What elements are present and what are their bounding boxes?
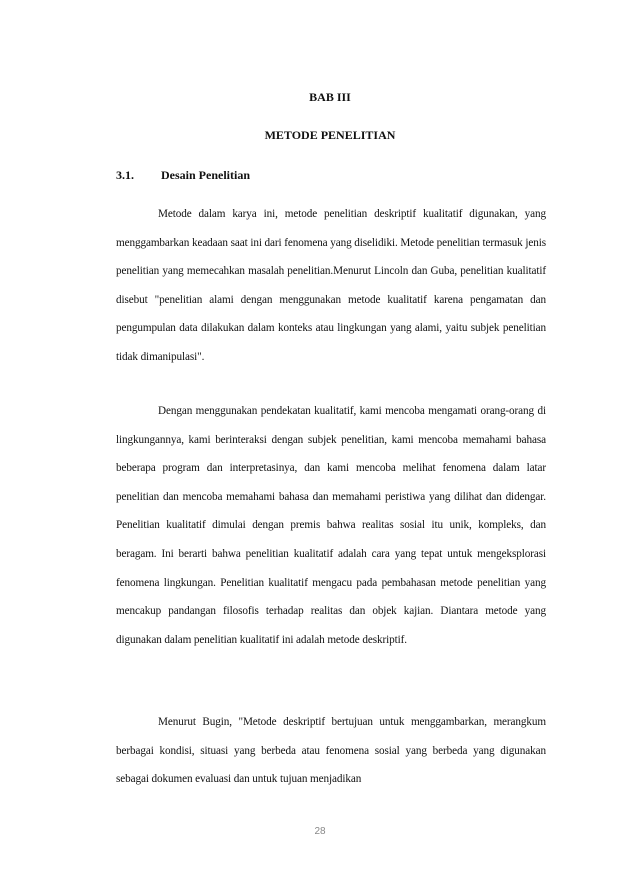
section-number: 3.1. [116, 168, 134, 182]
paragraph-3: Menurut Bugin, "Metode deskriptif bertujuan untuk menggambarkan, merangkum berbagai kondisi, situasi yang berbeda atau fenomena sosial yang berbeda yang digunakan sebagai dokumen evaluasi dan untuk tujuan menjadikan [116, 716, 546, 786]
chapter-title: METODE PENELITIAN [264, 128, 396, 142]
section-title: Desain Penelitian [161, 168, 250, 182]
page-number: 28 [314, 826, 326, 837]
chapter-number: BAB III [309, 90, 351, 104]
section-heading [116, 168, 250, 183]
paragraph-1: Metode dalam karya ini, metode penelitian deskriptif kualitatif digunakan, yang menggambarkan keadaan saat ini dari fenomena yang diselidiki. Metode penelitian termasuk jenis penelitian yang memecahkan masalah penelitian.Menurut Lincoln dan Guba, penelitian kualitatif disebut "penelitian alami dengan menggunakan metode kualitatif karena pengamatan dan pengumpulan data dilakukan dalam konteks atau lingkungan yang alami, yaitu subjek penelitian tidak dimanipulasi". [116, 208, 546, 363]
paragraph-2: Dengan menggunakan pendekatan kualitatif, kami mencoba mengamati orang-orang di lingkungannya, kami berinteraksi dengan subjek penelitian, kami mencoba memahami bahasa beberapa program dan interpretasinya, dan kami mencoba melihat fenomena dalam latar penelitian dan mencoba memahami bahasa dan memahami peristiwa yang dilihat dan didengar. Penelitian kualitatif dimulai dengan premis bahwa realitas sosial itu unik, kompleks, dan beragam. Ini berarti bahwa penelitian kualitatif adalah cara yang tepat untuk mengeksplorasi fenomena lingkungan. Penelitian kualitatif mengacu pada pembahasan metode penelitian yang mencakup pandangan filosofis terhadap realitas dan objek kajian. Diantara metode yang digunakan dalam penelitian kualitatif ini adalah metode deskriptif. [116, 405, 546, 646]
